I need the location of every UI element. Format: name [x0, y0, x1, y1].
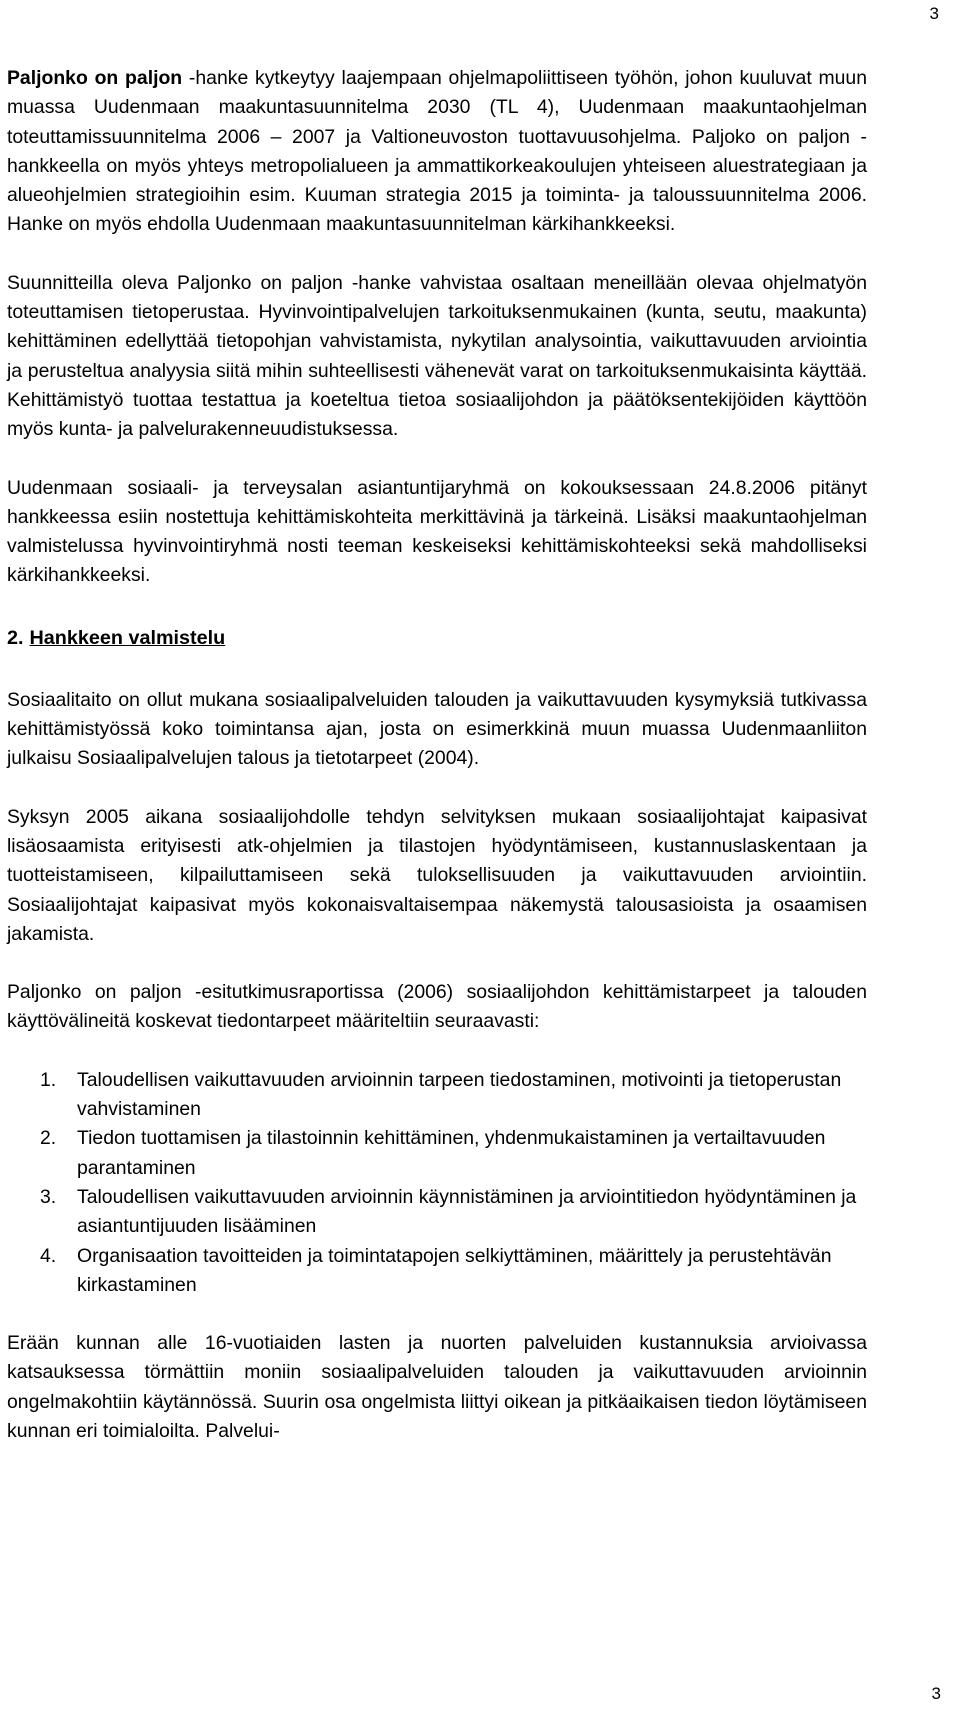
list-item-text: Organisaation tavoitteiden ja toimintatapojen selkiyttäminen, määrittely ja perustehtävän kirkastaminen — [77, 1244, 832, 1296]
list-item — [7, 1066, 867, 1125]
list-item — [7, 1124, 867, 1183]
list-item — [7, 1242, 867, 1301]
section-number: 2. — [7, 626, 24, 649]
page-number-bottom: 3 — [931, 1684, 941, 1703]
list-item — [7, 1183, 867, 1242]
list-item-number: 2. — [40, 1127, 57, 1150]
project-name: Paljonko on paljon — [7, 67, 183, 89]
needs-list — [7, 1066, 867, 1300]
list-item-number: 4. — [40, 1244, 57, 1267]
list-item-text: Taloudellisen vaikuttavuuden arvioinnin tarpeen tiedostaminen, motivointi ja tietoperustan vahvistaminen — [77, 1068, 842, 1121]
section-heading — [7, 624, 867, 653]
section-title: Hankkeen valmistelu — [29, 626, 226, 649]
paragraph-expert-group: Uudenmaan sosiaali- ja terveysalan asiantuntijaryhmä on kokouksessaan 24.8.2006 pitänyt hankkeessa esiin nostettuja kehittämiskohteita merkittävinä ja tärkeinä. Lisäksi maakuntaohjelman valmistelussa hyvinvointiryhmä nosti teeman keskeiseksi kehittämiskohteeksi sekä mahdolliseksi kärkihankkeeksi. — [7, 476, 867, 587]
document-body — [7, 64, 867, 1446]
paragraph-municipality-review: Erään kunnan alle 16-vuotiaiden lasten ja nuorten palveluiden kustannuksia arvioivassa katsauksessa törmättiin moniin sosiaalipalveluiden talouden ja vaikuttavuuden arvioinnin ongelmakohtiin käytännössä. Suurin osa ongelmista liittyi oikean ja pitkäaikaisen tiedon löytämiseen kunnan eri toimialoilta. Palvelui- — [7, 1332, 867, 1442]
list-item-text: Tiedon tuottamisen ja tilastoinnin kehittäminen, yhdenmukaistaminen ja vertailtavuuden parantaminen — [77, 1127, 826, 1179]
list-item-number: 1. — [40, 1068, 57, 1091]
paragraph-preliminary-report: Paljonko on paljon -esitutkimusraportissa (2006) sosiaalijohdon kehittämistarpeet ja talouden käyttövälineitä koskevat tiedontarpeet määriteltiin seuraavasti: — [7, 981, 867, 1033]
paragraph-survey-2005: Syksyn 2005 aikana sosiaalijohdolle tehdyn selvityksen mukaan sosiaalijohtajat kaipasivat lisäosaamista erityisesti atk-ohjelmien ja tilastojen hyödyntämiseen, kustannuslaskentaan ja tuotteistamiseen, kilpailuttamiseen sekä tuloksellisuuden ja vaikuttavuuden arviointiin. Sosiaalijohtajat kaipasivat myös kokonaisvaltaisempaa näkemystä talousasioista ja osaamisen jakamista. — [7, 805, 867, 945]
paragraph-knowledge-base: Suunnitteilla oleva Paljonko on paljon -hanke vahvistaa osaltaan meneillään olevaa ohjelmatyön toteuttamisen tietoperustaa. Hyvinvointipalvelujen tarkoituksenmukainen (kunta, seutu, maakunta) kehittäminen edellyttää tietopohjan vahvistamista, nykytilan analysointia, vaikuttavuuden arviointia ja perusteltua analyysia siitä mihin suhteellisesti vähenevät varat on tarkoituksenmukaisinta käyttää. Kehittämistyö tuottaa testattua ja koeteltua tietoa sosiaalijohdon ja päätöksentekijöiden käyttöön myös kunta- ja palvelurakenneuudistuksessa. — [7, 271, 867, 441]
paragraph-intro-text: -hanke kytkeytyy laajempaan ohjelmapoliittiseen työhön, johon kuuluvat muun muassa Uudenmaan maakuntasuunnitelma 2030 (TL 4), Uudenmaan maakuntaohjelman toteuttamissuunnitelma 2006 – 2007 ja Valtioneuvoston tuottavuusohjelma. Paljoko on paljon -hankkeella on myös yhteys metropolialueen ja ammattikorkeakoulujen yhteiseen aluestrategiaan ja alueohjelmien strategioihin esim. Kuuman strategia 2015 ja toiminta- ja taloussuunnitelma 2006. Hanke on myös ehdolla Uudenmaan maakuntasuunnitelman kärkihankkeeksi. — [7, 67, 867, 236]
list-item-text: Taloudellisen vaikuttavuuden arvioinnin käynnistäminen ja arviointitiedon hyödyntäminen ja asiantuntijuuden lisääminen — [77, 1185, 857, 1238]
list-item-number: 3. — [40, 1185, 57, 1208]
paragraph-sosiaalitaito: Sosiaalitaito on ollut mukana sosiaalipalveluiden talouden ja vaikuttavuuden kysymyksiä tutkivassa kehittämistyössä koko toimintansa ajan, josta on esimerkkinä muun muassa Uudenmaanliiton julkaisu Sosiaalipalvelujen talous ja tietotarpeet (2004). — [7, 688, 867, 770]
page-number-top: 3 — [929, 4, 939, 23]
paragraph-intro — [7, 64, 867, 240]
